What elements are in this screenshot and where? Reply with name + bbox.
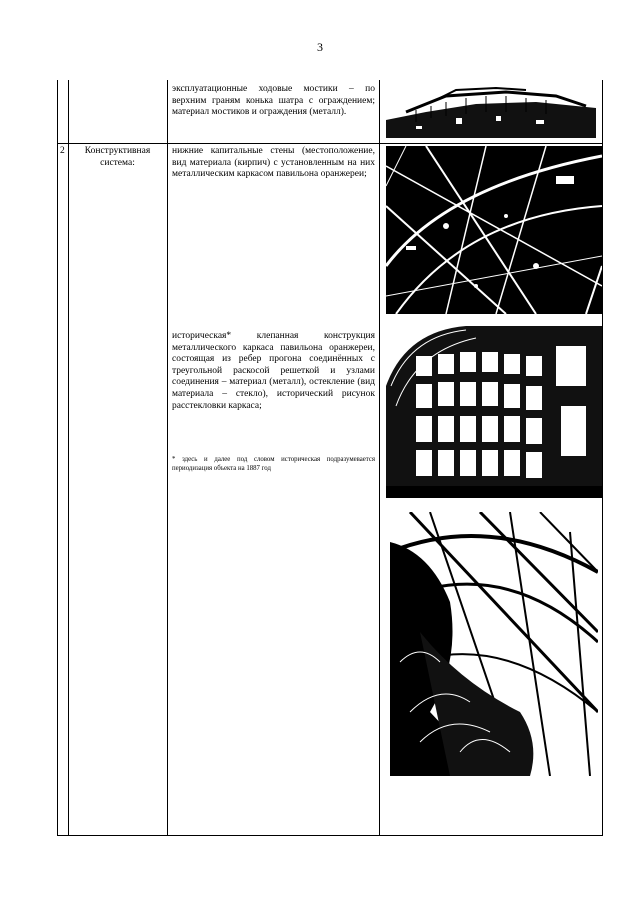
row-2-item-walls: нижние капитальные стены (местоположение, вид материала (кирпич) с установленным на них металлическим каркасом павильона оранжереи;: [172, 146, 375, 180]
row-2-index: 2: [60, 146, 65, 156]
interior-palms-photo: [390, 512, 598, 776]
column-divider: [379, 80, 380, 836]
glazed-dome-photo: [386, 326, 602, 498]
roof-walkway-photo: [386, 82, 596, 138]
row-2-name: Конструктивная система:: [84, 146, 151, 168]
column-divider: [167, 80, 168, 836]
row-divider: [57, 143, 603, 144]
table-border-left: [57, 80, 58, 836]
table-border-bottom: [57, 835, 603, 836]
metal-frame-photo: [386, 146, 602, 314]
table-border-right: [602, 80, 603, 836]
page-number: 3: [317, 40, 323, 54]
row-2-footnote: * здесь и далее под словом историческая подразумевается периодизация объекта на 1887 год: [172, 456, 375, 472]
row-2-item-frame: историческая* клепанная конструкция металлического каркаса павильона оранжереи, состоящая из ребер прогона соединённых с треугольной раскосой решеткой и узлами соединения – материал (металл), остекление (вид материала – стекло), исторический рисунок расстекловки каркаса;: [172, 331, 375, 411]
column-divider: [68, 80, 69, 836]
row-1-description: эксплуатационные ходовые мостики – по верхним граням конька шатра с ограждением; материал мостиков и ограждения (металл).: [172, 84, 375, 118]
